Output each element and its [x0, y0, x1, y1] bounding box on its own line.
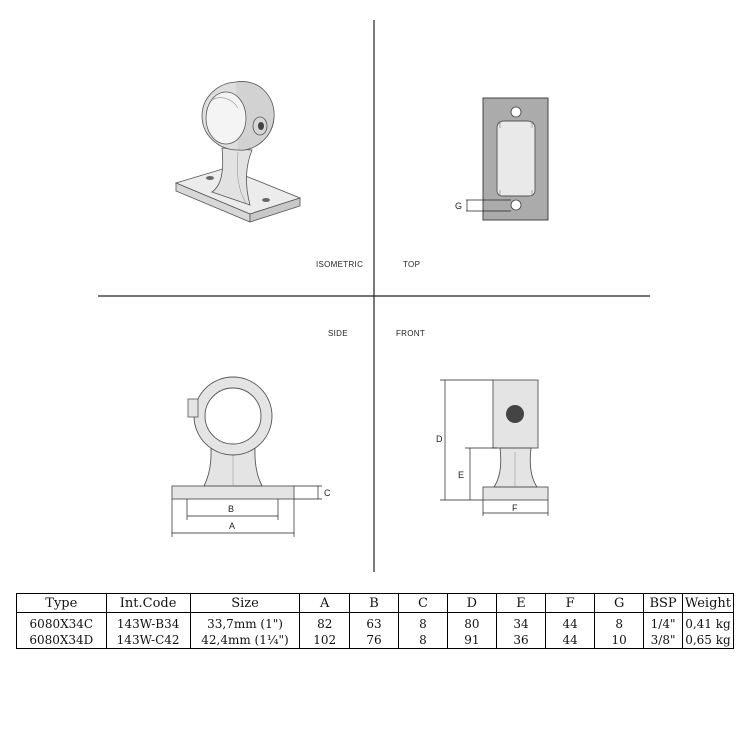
dim-label-g: G	[455, 201, 463, 211]
cell-e: 34	[496, 613, 545, 633]
cell-b: 63	[349, 613, 398, 633]
dim-label-a: A	[229, 521, 236, 531]
dim-label-f: F	[512, 503, 518, 513]
cell-c: 8	[399, 632, 448, 649]
cell-bsp: 1/4"	[644, 613, 683, 633]
cell-size: 42,4mm (1¼")	[190, 632, 300, 649]
cell-b: 76	[349, 632, 398, 649]
header-g: G	[595, 594, 644, 613]
cell-d: 80	[447, 613, 496, 633]
dim-label-e: E	[458, 470, 465, 480]
cell-weight: 0,41 kg	[682, 613, 733, 633]
isometric-view	[176, 81, 300, 222]
top-view	[455, 98, 548, 220]
cell-a: 102	[300, 632, 350, 649]
header-a: A	[300, 594, 350, 613]
cell-weight: 0,65 kg	[682, 632, 733, 649]
cell-int-code: 143W-C42	[106, 632, 190, 649]
table-row	[17, 613, 734, 633]
label-top: TOP	[403, 260, 421, 269]
dim-label-d: D	[436, 434, 443, 444]
cell-d: 91	[447, 632, 496, 649]
header-e: E	[496, 594, 545, 613]
cell-e: 36	[496, 632, 545, 649]
cell-f: 44	[546, 613, 595, 633]
header-weight: Weight	[682, 594, 733, 613]
header-c: C	[399, 594, 448, 613]
cell-c: 8	[399, 613, 448, 633]
cell-size: 33,7mm (1")	[190, 613, 300, 633]
header-int-code: Int.Code	[106, 594, 190, 613]
dim-label-c: C	[324, 488, 331, 498]
label-isometric: ISOMETRIC	[316, 260, 364, 269]
cell-type: 6080X34C	[17, 613, 107, 633]
cell-g: 10	[595, 632, 644, 649]
spec-table	[16, 593, 734, 649]
cell-int-code: 143W-B34	[106, 613, 190, 633]
header-size: Size	[190, 594, 300, 613]
front-view	[436, 380, 548, 516]
spec-table-header	[17, 594, 734, 613]
table-row	[17, 632, 734, 649]
cell-bsp: 3/8"	[644, 632, 683, 649]
label-front: FRONT	[396, 329, 426, 338]
cell-a: 82	[300, 613, 350, 633]
cell-type: 6080X34D	[17, 632, 107, 649]
cell-f: 44	[546, 632, 595, 649]
header-type: Type	[17, 594, 107, 613]
cell-g: 8	[595, 613, 644, 633]
header-bsp: BSP	[644, 594, 683, 613]
header-f: F	[546, 594, 595, 613]
dim-label-b: B	[228, 504, 235, 514]
label-side: SIDE	[328, 329, 348, 338]
side-view	[172, 377, 331, 537]
header-d: D	[447, 594, 496, 613]
header-b: B	[349, 594, 398, 613]
